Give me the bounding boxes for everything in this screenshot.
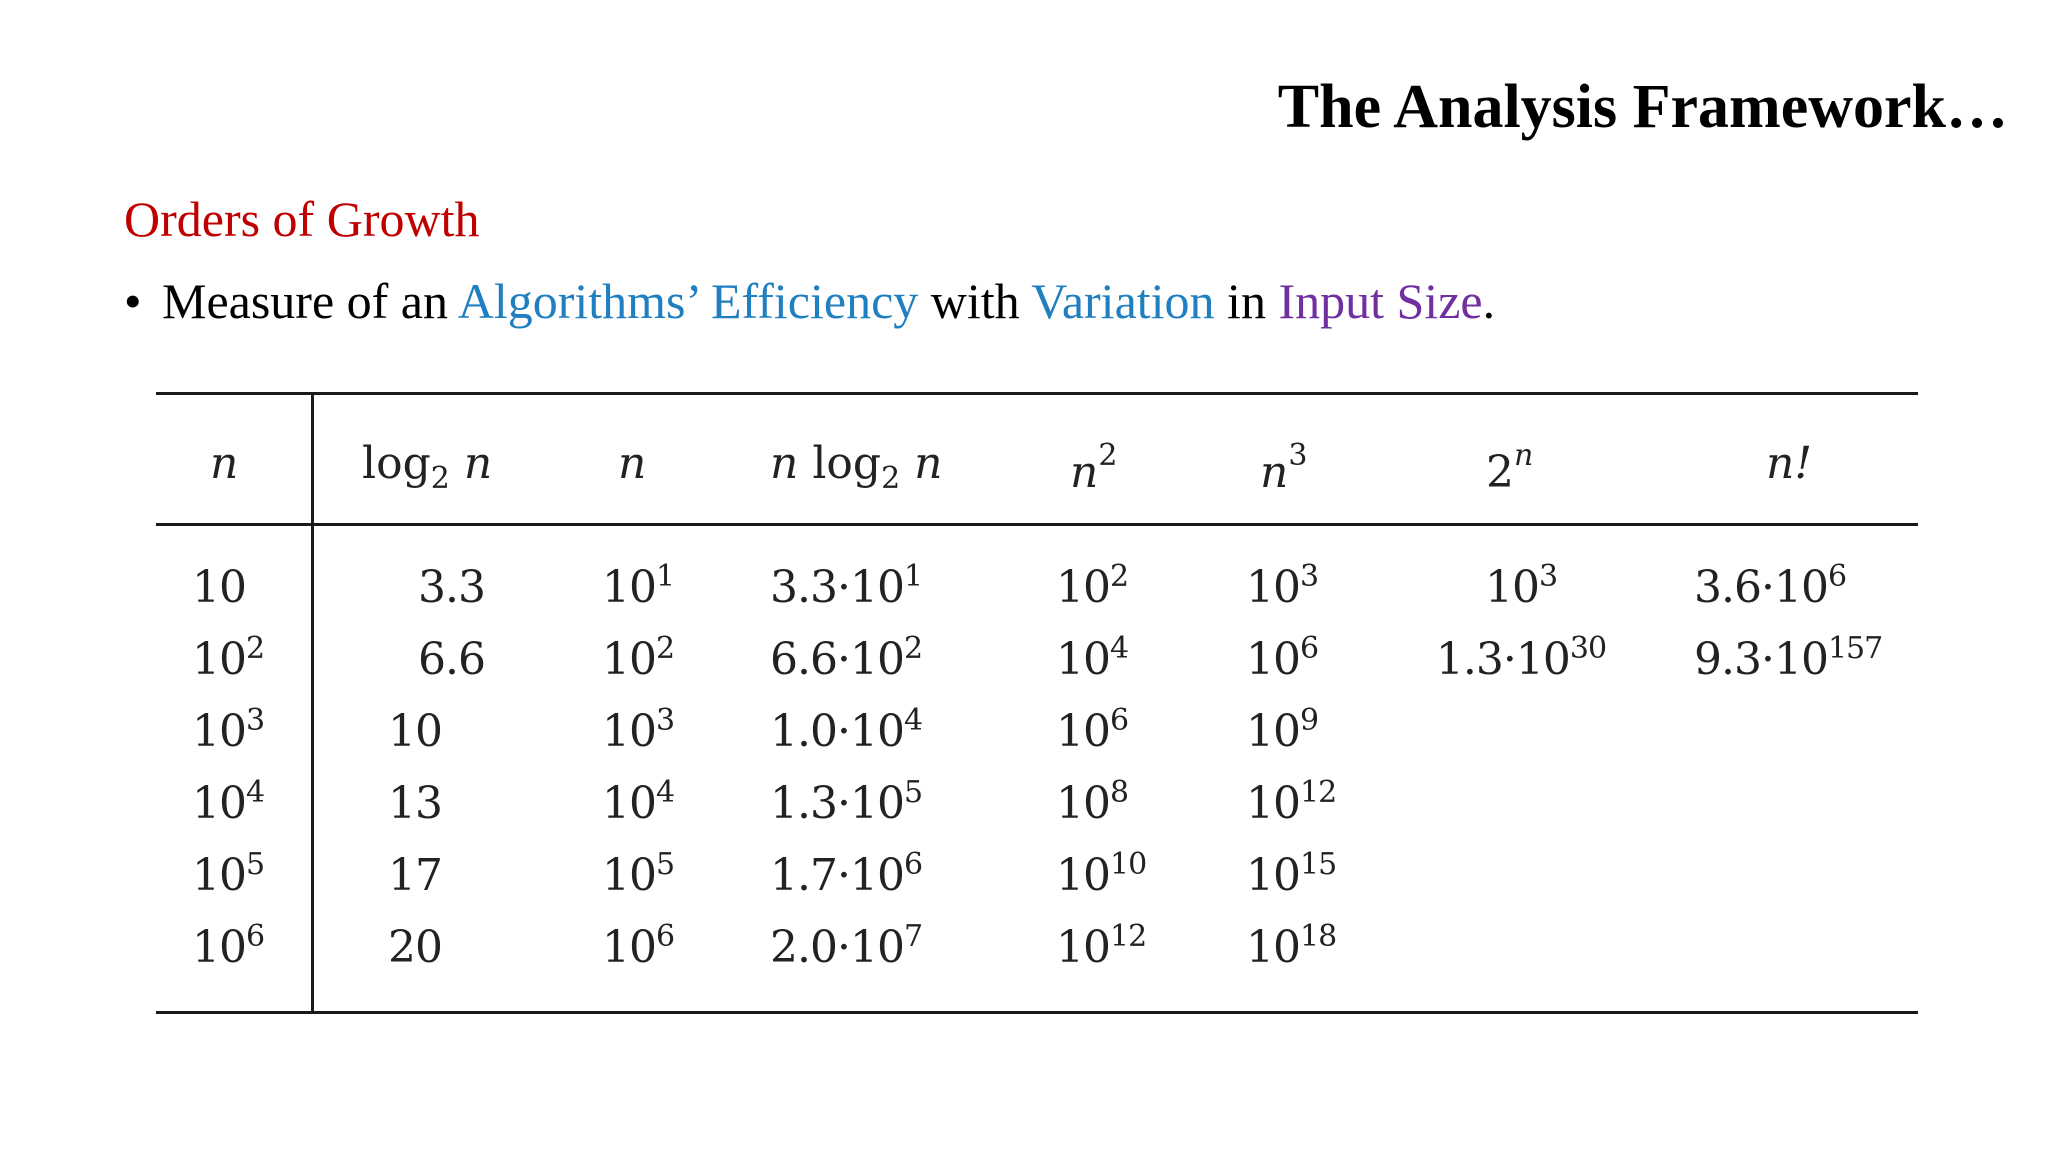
column-n bbox=[192, 552, 264, 984]
table-cell: $10^6$ bbox=[1246, 631, 1319, 685]
table-cell: $10^{15}$ bbox=[1246, 847, 1337, 901]
table-cell: 13 bbox=[388, 778, 442, 829]
bullet-text-3: in bbox=[1214, 273, 1279, 329]
table-cell: $10^{18}$ bbox=[1246, 919, 1337, 973]
growth-table bbox=[156, 392, 1918, 1014]
column-2-pow-n bbox=[1416, 552, 1626, 696]
table-cell: $10^4$ bbox=[1056, 631, 1129, 685]
table-cell: $6.6\cdot 10^2$ bbox=[770, 631, 923, 685]
header-n-linear: n bbox=[618, 438, 647, 489]
column-n-factorial bbox=[1694, 552, 1882, 696]
header-n: n bbox=[210, 438, 239, 489]
table-column-divider bbox=[311, 392, 314, 1014]
header-2-pow-n: 2$^n$ bbox=[1486, 438, 1534, 498]
table-cell: 20 bbox=[388, 922, 442, 973]
table-cell: $10^6$ bbox=[602, 919, 675, 973]
column-nlog2n bbox=[770, 552, 922, 984]
slide-title: The Analysis Framework… bbox=[1277, 73, 2008, 141]
table-cell: $10^5$ bbox=[192, 847, 265, 901]
table-cell: $10^5$ bbox=[602, 847, 675, 901]
bullet-text-4: . bbox=[1482, 273, 1496, 329]
column-n-squared bbox=[1056, 552, 1146, 984]
header-log2n: $\log_2 n$ bbox=[362, 438, 493, 496]
table-cell: $10^2$ bbox=[602, 631, 675, 685]
table-cell: $10^4$ bbox=[192, 775, 265, 829]
table-header-rule bbox=[156, 523, 1918, 526]
table-cell: $10^3$ bbox=[1484, 559, 1558, 613]
table-cell: $10^{12}$ bbox=[1056, 919, 1147, 973]
table-cell: $10^3$ bbox=[1246, 559, 1319, 613]
table-cell: $1.3\cdot 10^5$ bbox=[770, 775, 923, 829]
table-bottom-rule bbox=[156, 1011, 1918, 1014]
table-cell: $10^8$ bbox=[1056, 775, 1129, 829]
column-n-linear bbox=[602, 552, 674, 984]
table-cell: $10^4$ bbox=[602, 775, 675, 829]
header-n-cubed: $n^3$ bbox=[1260, 438, 1308, 498]
table-cell: $10^2$ bbox=[1056, 559, 1129, 613]
table-cell: $3.3\cdot 10^1$ bbox=[770, 559, 923, 613]
bullet-marker: • bbox=[124, 273, 142, 329]
bullet-highlight-efficiency: Algorithms’ Efficiency bbox=[457, 273, 919, 329]
header-n-factorial: n! bbox=[1766, 438, 1813, 489]
bullet-highlight-input-size: Input Size bbox=[1278, 273, 1483, 329]
table-cell: $10^{10}$ bbox=[1056, 847, 1147, 901]
table-cell: 6.6 bbox=[418, 634, 485, 685]
table-cell: $10^9$ bbox=[1246, 703, 1319, 757]
table-cell: $10^6$ bbox=[1056, 703, 1129, 757]
table-cell: $2.0\cdot 10^7$ bbox=[770, 919, 923, 973]
table-cell: 10 bbox=[388, 706, 442, 757]
table-cell: 3.3 bbox=[418, 562, 485, 613]
table-cell: $3.6\cdot 10^6$ bbox=[1694, 559, 1847, 613]
column-log2n bbox=[388, 552, 485, 984]
table-cell: $10^3$ bbox=[602, 703, 675, 757]
table-cell: $10^{12}$ bbox=[1246, 775, 1337, 829]
header-n-squared: $n^2$ bbox=[1070, 438, 1118, 498]
table-cell: $10^3$ bbox=[192, 703, 265, 757]
bullet-highlight-variation: Variation bbox=[1031, 273, 1215, 329]
table-cell: 17 bbox=[388, 850, 442, 901]
header-nlog2n: n $\log_2 n$ bbox=[770, 438, 943, 496]
table-cell: 10 bbox=[192, 562, 246, 613]
bullet-point bbox=[124, 272, 1495, 330]
table-cell: $10^2$ bbox=[192, 631, 265, 685]
bullet-text-1: Measure of an bbox=[162, 273, 458, 329]
table-cell: $10^1$ bbox=[602, 559, 675, 613]
column-n-cubed bbox=[1246, 552, 1336, 984]
table-cell: $1.3\cdot 10^{30}$ bbox=[1435, 631, 1607, 685]
table-cell: $1.7\cdot 10^6$ bbox=[770, 847, 923, 901]
table-cell: $1.0\cdot 10^4$ bbox=[770, 703, 923, 757]
table-cell: $9.3\cdot 10^{157}$ bbox=[1694, 631, 1883, 685]
section-subtitle: Orders of Growth bbox=[124, 191, 480, 247]
table-top-rule bbox=[156, 392, 1918, 395]
bullet-text-2: with bbox=[918, 273, 1032, 329]
table-cell: $10^6$ bbox=[192, 919, 265, 973]
